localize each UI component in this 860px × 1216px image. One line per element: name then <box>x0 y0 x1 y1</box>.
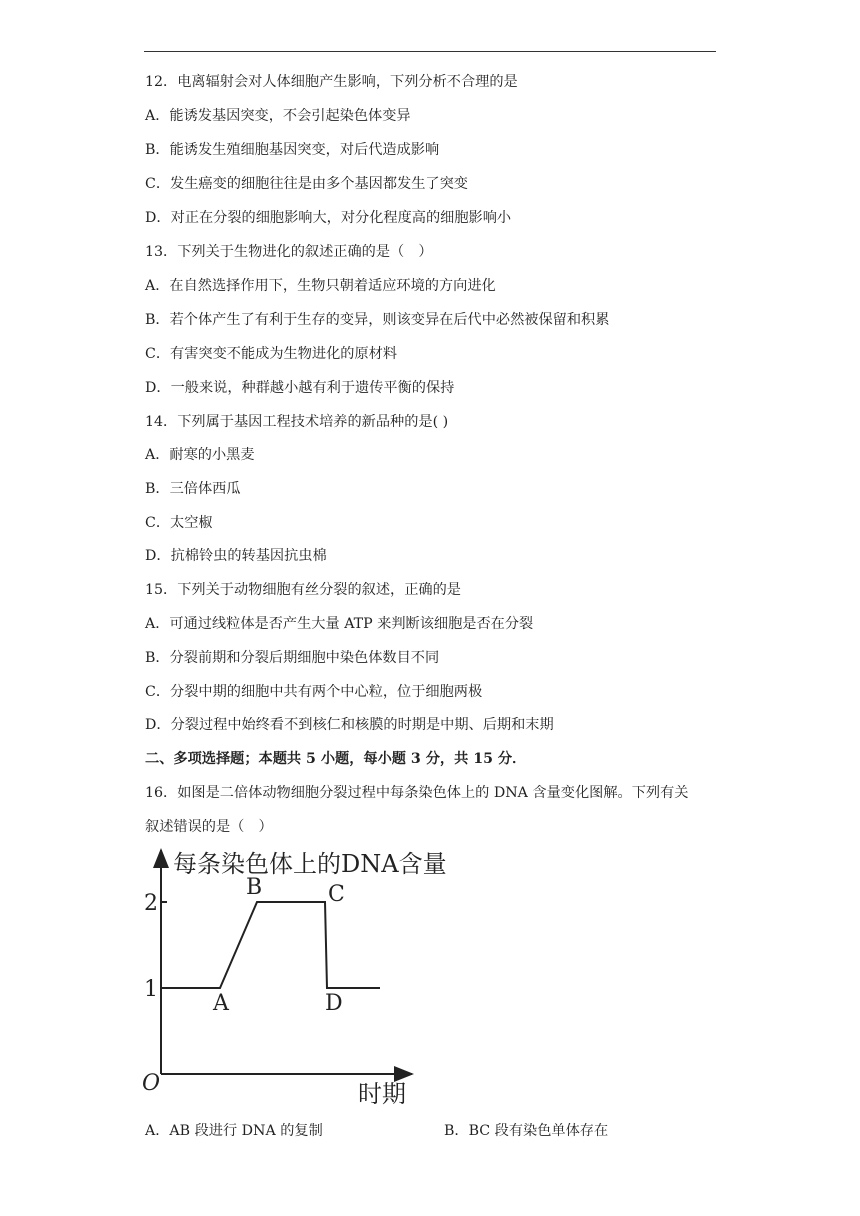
question-12-stem: 12．电离辐射会对人体细胞产生影响，下列分析不合理的是 <box>145 74 518 90</box>
question-12-option-b: B．能诱发生殖细胞基因突变，对后代造成影响 <box>145 142 440 158</box>
header-rule <box>144 51 716 52</box>
point-label-c: C <box>328 882 345 907</box>
question-16-option-a: A．AB 段进行 DNA 的复制 <box>145 1123 323 1139</box>
section-heading: 二、多项选择题；本题共 5 小题，每小题 3 分，共 15 分． <box>145 751 527 767</box>
y-axis-label: 每条染色体上的DNA含量 <box>173 850 447 878</box>
question-16-stem-line2: 叙述错误的是（ ） <box>145 819 273 835</box>
question-14-option-b: B．三倍体西瓜 <box>145 481 241 497</box>
question-13-option-a: A．在自然选择作用下，生物只朝着适应环境的方向进化 <box>145 278 496 294</box>
question-13-stem: 13．下列关于生物进化的叙述正确的是（ ） <box>145 244 433 260</box>
question-14-option-c: C．太空椒 <box>145 515 213 531</box>
point-label-d: D <box>325 991 343 1016</box>
y-tick-label: 2 <box>144 891 158 916</box>
question-15-option-c: C．分裂中期的细胞中共有两个中心粒，位于细胞两极 <box>145 684 483 700</box>
point-label-b: B <box>246 875 263 900</box>
question-13-option-d: D．一般来说，种群越小越有利于遗传平衡的保持 <box>145 380 455 396</box>
x-axis-label: 时期 <box>358 1080 406 1108</box>
dna-content-line <box>161 902 380 988</box>
question-15-stem: 15．下列关于动物细胞有丝分裂的叙述，正确的是 <box>145 582 461 598</box>
question-13-option-c: C．有害突变不能成为生物进化的原材料 <box>145 346 398 362</box>
question-15-option-d: D．分裂过程中始终看不到核仁和核膜的时期是中期、后期和末期 <box>145 717 554 733</box>
question-12-option-d: D．对正在分裂的细胞影响大，对分化程度高的细胞影响小 <box>145 210 512 226</box>
question-14-option-d: D．抗棉铃虫的转基因抗虫棉 <box>145 548 327 564</box>
question-13-option-b: B．若个体产生了有利于生存的变异，则该变异在后代中必然被保留和积累 <box>145 312 610 328</box>
question-14-option-a: A．耐寒的小黑麦 <box>145 447 255 463</box>
question-15-option-b: B．分裂前期和分裂后期细胞中染色体数目不同 <box>145 650 440 666</box>
y-tick-label: 1 <box>144 977 158 1002</box>
point-label-a: A <box>213 991 229 1016</box>
origin-label: O <box>142 1071 161 1096</box>
dna-content-graph <box>140 842 470 1112</box>
question-12-option-c: C．发生癌变的细胞往往是由多个基因都发生了突变 <box>145 176 468 192</box>
question-16-option-b: B．BC 段有染色单体存在 <box>444 1123 609 1139</box>
question-14-stem: 14．下列属于基因工程技术培养的新品种的是( ) <box>145 414 449 430</box>
question-15-option-a: A．可通过线粒体是否产生大量 ATP 来判断该细胞是否在分裂 <box>145 616 534 632</box>
question-16-stem-line1: 16．如图是二倍体动物细胞分裂过程中每条染色体上的 DNA 含量变化图解。下列有关 <box>145 785 689 801</box>
question-12-option-a: A．能诱发基因突变，不会引起染色体变异 <box>145 108 411 124</box>
